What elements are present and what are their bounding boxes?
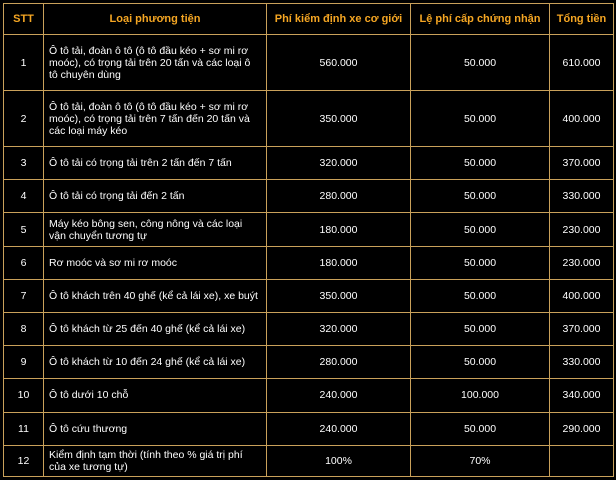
table-row bbox=[4, 246, 614, 279]
cell-inspection-fee: 280.000 bbox=[267, 180, 411, 213]
cell-inspection-fee: 180.000 bbox=[267, 213, 411, 246]
header-vehicle-type: Loại phương tiện bbox=[44, 4, 267, 35]
cell-vehicle-type: Kiểm định tạm thời (tính theo % giá trị phí của xe tương tự) bbox=[44, 445, 267, 476]
cell-vehicle-type: Máy kéo bông sen, công nông và các loại vận chuyển tương tự bbox=[44, 213, 267, 246]
table-row bbox=[4, 213, 614, 246]
table-row bbox=[4, 279, 614, 312]
cell-total: 230.000 bbox=[550, 246, 614, 279]
cell-stt: 12 bbox=[4, 445, 44, 476]
cell-total: 330.000 bbox=[550, 180, 614, 213]
header-certificate-fee: Lệ phí cấp chứng nhận bbox=[411, 4, 550, 35]
cell-certificate-fee: 50.000 bbox=[411, 91, 550, 147]
cell-inspection-fee: 240.000 bbox=[267, 412, 411, 445]
cell-total: 610.000 bbox=[550, 35, 614, 91]
cell-certificate-fee: 100.000 bbox=[411, 379, 550, 412]
cell-total: 290.000 bbox=[550, 412, 614, 445]
cell-total: 370.000 bbox=[550, 312, 614, 345]
table-row bbox=[4, 147, 614, 180]
table-row bbox=[4, 180, 614, 213]
cell-inspection-fee: 100% bbox=[267, 445, 411, 476]
cell-vehicle-type: Ô tô khách trên 40 ghế (kể cả lái xe), xe buýt bbox=[44, 279, 267, 312]
cell-stt: 4 bbox=[4, 180, 44, 213]
cell-stt: 6 bbox=[4, 246, 44, 279]
cell-certificate-fee: 50.000 bbox=[411, 279, 550, 312]
cell-stt: 9 bbox=[4, 346, 44, 379]
cell-total: 230.000 bbox=[550, 213, 614, 246]
cell-total bbox=[550, 445, 614, 476]
cell-total: 330.000 bbox=[550, 346, 614, 379]
cell-vehicle-type: Rơ moóc và sơ mi rơ moóc bbox=[44, 246, 267, 279]
cell-total: 370.000 bbox=[550, 147, 614, 180]
cell-vehicle-type: Ô tô tải, đoàn ô tô (ô tô đầu kéo + sơ mi rơ moóc), có trọng tải trên 20 tấn và các loại ô tô chuyên dùng bbox=[44, 35, 267, 91]
cell-stt: 2 bbox=[4, 91, 44, 147]
cell-stt: 5 bbox=[4, 213, 44, 246]
cell-certificate-fee: 50.000 bbox=[411, 412, 550, 445]
cell-certificate-fee: 70% bbox=[411, 445, 550, 476]
cell-inspection-fee: 560.000 bbox=[267, 35, 411, 91]
cell-inspection-fee: 350.000 bbox=[267, 279, 411, 312]
cell-vehicle-type: Ô tô dưới 10 chỗ bbox=[44, 379, 267, 412]
cell-inspection-fee: 350.000 bbox=[267, 91, 411, 147]
cell-stt: 7 bbox=[4, 279, 44, 312]
header-total: Tổng tiền bbox=[550, 4, 614, 35]
table-header-row bbox=[4, 4, 614, 35]
cell-vehicle-type: Ô tô tải có trọng tải đến 2 tấn bbox=[44, 180, 267, 213]
cell-stt: 1 bbox=[4, 35, 44, 91]
cell-certificate-fee: 50.000 bbox=[411, 312, 550, 345]
cell-inspection-fee: 320.000 bbox=[267, 312, 411, 345]
table-row bbox=[4, 35, 614, 91]
cell-vehicle-type: Ô tô cứu thương bbox=[44, 412, 267, 445]
cell-stt: 3 bbox=[4, 147, 44, 180]
cell-certificate-fee: 50.000 bbox=[411, 246, 550, 279]
table-row bbox=[4, 379, 614, 412]
cell-stt: 8 bbox=[4, 312, 44, 345]
cell-inspection-fee: 240.000 bbox=[267, 379, 411, 412]
cell-inspection-fee: 280.000 bbox=[267, 346, 411, 379]
cell-total: 340.000 bbox=[550, 379, 614, 412]
table-row bbox=[4, 412, 614, 445]
table-row bbox=[4, 312, 614, 345]
cell-certificate-fee: 50.000 bbox=[411, 35, 550, 91]
table-row bbox=[4, 346, 614, 379]
cell-certificate-fee: 50.000 bbox=[411, 346, 550, 379]
cell-stt: 10 bbox=[4, 379, 44, 412]
cell-total: 400.000 bbox=[550, 91, 614, 147]
header-stt: STT bbox=[4, 4, 44, 35]
fee-table bbox=[3, 3, 614, 477]
cell-certificate-fee: 50.000 bbox=[411, 213, 550, 246]
cell-certificate-fee: 50.000 bbox=[411, 147, 550, 180]
cell-vehicle-type: Ô tô tải, đoàn ô tô (ô tô đầu kéo + sơ mi rơ moóc), có trọng tải trên 7 tấn đến 20 tấn và các loại máy kéo bbox=[44, 91, 267, 147]
cell-total: 400.000 bbox=[550, 279, 614, 312]
header-inspection-fee: Phí kiểm định xe cơ giới bbox=[267, 4, 411, 35]
table-row bbox=[4, 445, 614, 476]
cell-vehicle-type: Ô tô tải có trọng tải trên 2 tấn đến 7 tấn bbox=[44, 147, 267, 180]
table-row bbox=[4, 91, 614, 147]
cell-inspection-fee: 180.000 bbox=[267, 246, 411, 279]
cell-stt: 11 bbox=[4, 412, 44, 445]
cell-vehicle-type: Ô tô khách từ 10 đến 24 ghế (kể cả lái xe) bbox=[44, 346, 267, 379]
cell-certificate-fee: 50.000 bbox=[411, 180, 550, 213]
cell-inspection-fee: 320.000 bbox=[267, 147, 411, 180]
cell-vehicle-type: Ô tô khách từ 25 đến 40 ghế (kể cả lái xe) bbox=[44, 312, 267, 345]
